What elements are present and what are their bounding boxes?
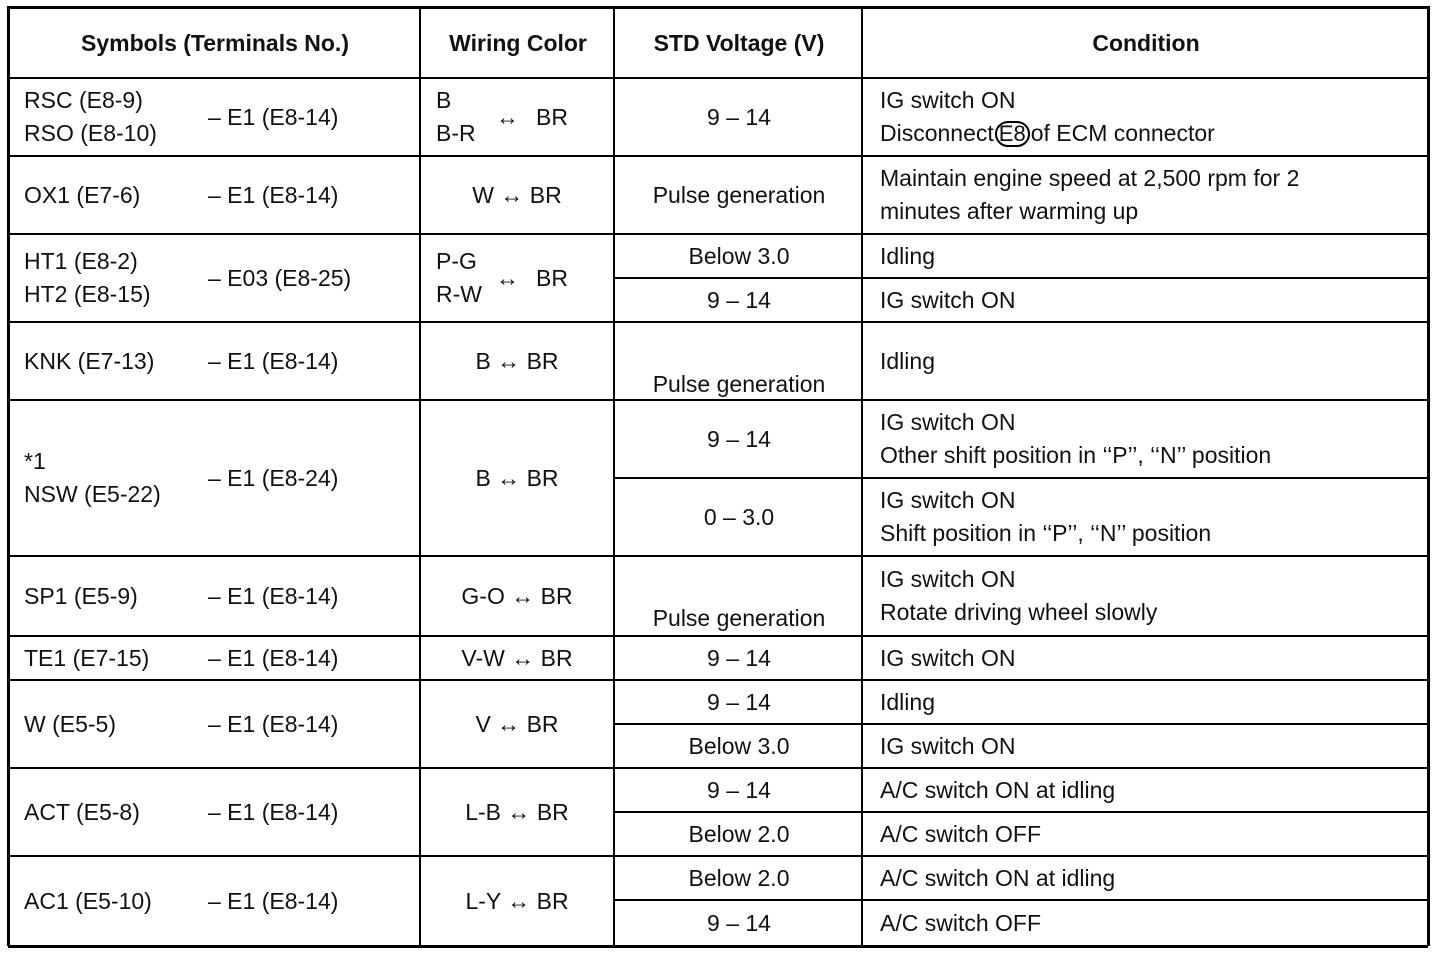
column-rule [7,6,10,946]
terminal-symbol: W (E5-5) [24,710,116,737]
wiring-color [422,708,612,741]
condition-text: A/C switch OFF [880,909,1042,936]
bidirectional-arrow-icon: ↔ [504,582,541,609]
ground-wire-color: BR [536,103,568,130]
terminal-symbol: KNK (E7-13) [24,347,155,374]
wire-color: B-R [436,120,476,146]
table-rule [8,233,1428,235]
wiring-color [422,796,612,829]
condition-text: A/C switch ON at idling [880,776,1116,803]
condition-text: Shift position in ‘‘P’’, ‘‘N’’ position [880,520,1212,546]
ground-terminal: – E1 (E8-14) [208,710,339,737]
condition-tail: of ECM connector [1030,120,1215,146]
std-voltage: 9 – 14 [707,103,771,130]
ground-wire-color: BR [526,347,559,374]
ground-terminal: – E03 (E8-25) [208,264,352,291]
std-voltage: Pulse generation [652,370,826,397]
ground-terminal: – E1 (E8-14) [208,103,339,130]
std-voltage: Below 3.0 [688,242,790,269]
table-rule [614,477,1428,479]
terminal-symbol: SP1 (E5-9) [24,582,138,609]
terminal-symbol: NSW (E5-22) [24,481,161,507]
table-rule [614,899,1428,901]
condition-text: A/C switch ON at idling [880,864,1116,891]
header-condition: Condition [1092,30,1200,56]
table-rule [8,679,1428,681]
condition-text: IG switch ON [880,732,1016,759]
std-voltage: 9 – 14 [707,909,771,936]
condition-text: Idling [880,242,935,269]
ground-wire-color: BR [540,644,573,671]
header-std-voltage: STD Voltage (V) [653,30,825,56]
wiring-color [422,642,612,675]
bidirectional-arrow-icon: ↔ [504,644,541,671]
terminal-symbol: HT1 (E8-2) [24,248,138,274]
condition-text: Disconnect E8 of ECM connector [880,120,1215,146]
std-voltage: 9 – 14 [707,286,771,313]
ground-wire-color: BR [536,887,569,914]
wire-color: V [475,710,491,737]
column-rule [613,6,615,946]
column-rule [419,6,421,946]
std-voltage: Below 2.0 [688,820,790,847]
condition-text: IG switch ON [880,87,1016,113]
table-rule [8,855,1428,857]
condition-text: Idling [880,688,935,715]
ground-wire-color: BR [526,710,559,737]
wiring-color [422,345,612,378]
table-rule [8,6,1428,9]
wire-color: G-O [461,582,505,609]
bidirectional-arrow-icon: ↔ [496,103,519,130]
condition-text: IG switch ON [880,487,1016,513]
bidirectional-arrow-icon: ↔ [500,887,537,914]
wire-color: B [475,347,491,374]
ground-terminal: – E1 (E8-14) [208,798,339,825]
ground-wire-color: BR [526,464,559,491]
ground-terminal: – E1 (E8-14) [208,887,339,914]
ground-wire-color: BR [536,264,568,291]
std-voltage: Below 3.0 [688,732,790,759]
terminal-symbol: HT2 (E8-15) [24,281,151,307]
terminal-symbol: TE1 (E7-15) [24,644,150,671]
condition-text: A/C switch OFF [880,820,1042,847]
wire-color: R-W [436,281,482,307]
condition-text: IG switch ON [880,566,1016,592]
terminal-symbol: RSO (E8-10) [24,120,157,146]
bidirectional-arrow-icon: ↔ [493,181,530,208]
terminal-symbol: ACT (E5-8) [24,798,140,825]
condition-text: IG switch ON [880,409,1016,435]
wiring-color [422,462,612,495]
condition-text: Idling [880,347,935,374]
ground-terminal: – E1 (E8-14) [208,347,339,374]
std-voltage: 9 – 14 [707,644,771,671]
std-voltage: 0 – 3.0 [703,503,775,530]
wire-color: B [475,464,491,491]
std-voltage: Pulse generation [652,604,826,631]
table-rule [614,723,1428,725]
wire-color: P-G [436,248,477,274]
condition-text: Maintain engine speed at 2,500 rpm for 2 [880,165,1300,191]
ground-wire-color: BR [540,582,573,609]
table-rule [8,767,1428,769]
table-rule [614,811,1428,813]
wire-color: L-Y [465,887,501,914]
bidirectional-arrow-icon: ↔ [501,798,537,825]
table-rule [8,77,1428,79]
condition-text: Rotate driving wheel slowly [880,599,1158,625]
bidirectional-arrow-icon: ↔ [490,464,527,491]
header-symbols: Symbols (Terminals No.) [81,30,349,56]
std-voltage: Below 2.0 [688,864,790,891]
wire-color: L-B [465,798,502,825]
terminal-symbol: OX1 (E7-6) [24,181,141,208]
ground-wire-color: BR [529,181,562,208]
terminal-symbol: AC1 (E5-10) [24,887,152,914]
bidirectional-arrow-icon: ↔ [496,264,519,291]
wire-color: V-W [461,644,505,671]
bidirectional-arrow-icon: ↔ [490,347,527,374]
ground-terminal: – E1 (E8-14) [208,644,339,671]
std-voltage: Pulse generation [652,181,826,208]
ground-terminal: – E1 (E8-14) [208,582,339,609]
wiring-color [422,179,612,212]
wiring-color [422,580,612,613]
std-voltage: 9 – 14 [707,425,771,452]
condition-text: Other shift position in ‘‘P’’, ‘‘N’’ position [880,442,1272,468]
condition-text: IG switch ON [880,286,1016,313]
table-rule [8,945,1428,947]
table-rule [614,277,1428,279]
column-rule [1427,6,1430,946]
terminal-symbol: *1 [24,448,46,474]
ground-terminal: – E1 (E8-24) [208,464,339,491]
bidirectional-arrow-icon: ↔ [490,710,527,737]
table-rule [8,155,1428,157]
table-rule [8,321,1428,323]
std-voltage: 9 – 14 [707,688,771,715]
terminal-symbol: RSC (E8-9) [24,87,143,113]
table-rule [8,555,1428,557]
std-voltage: 9 – 14 [707,776,771,803]
condition-text: IG switch ON [880,644,1016,671]
ground-wire-color: BR [536,798,569,825]
ground-terminal: – E1 (E8-14) [208,181,339,208]
wiring-color [422,885,612,918]
condition-text: minutes after warming up [880,198,1139,224]
header-wiring-color: Wiring Color [449,30,587,56]
table-rule [8,635,1428,637]
wire-color: W [472,181,494,208]
connector-badge: E8 [995,121,1030,147]
wire-color: B [436,87,452,113]
